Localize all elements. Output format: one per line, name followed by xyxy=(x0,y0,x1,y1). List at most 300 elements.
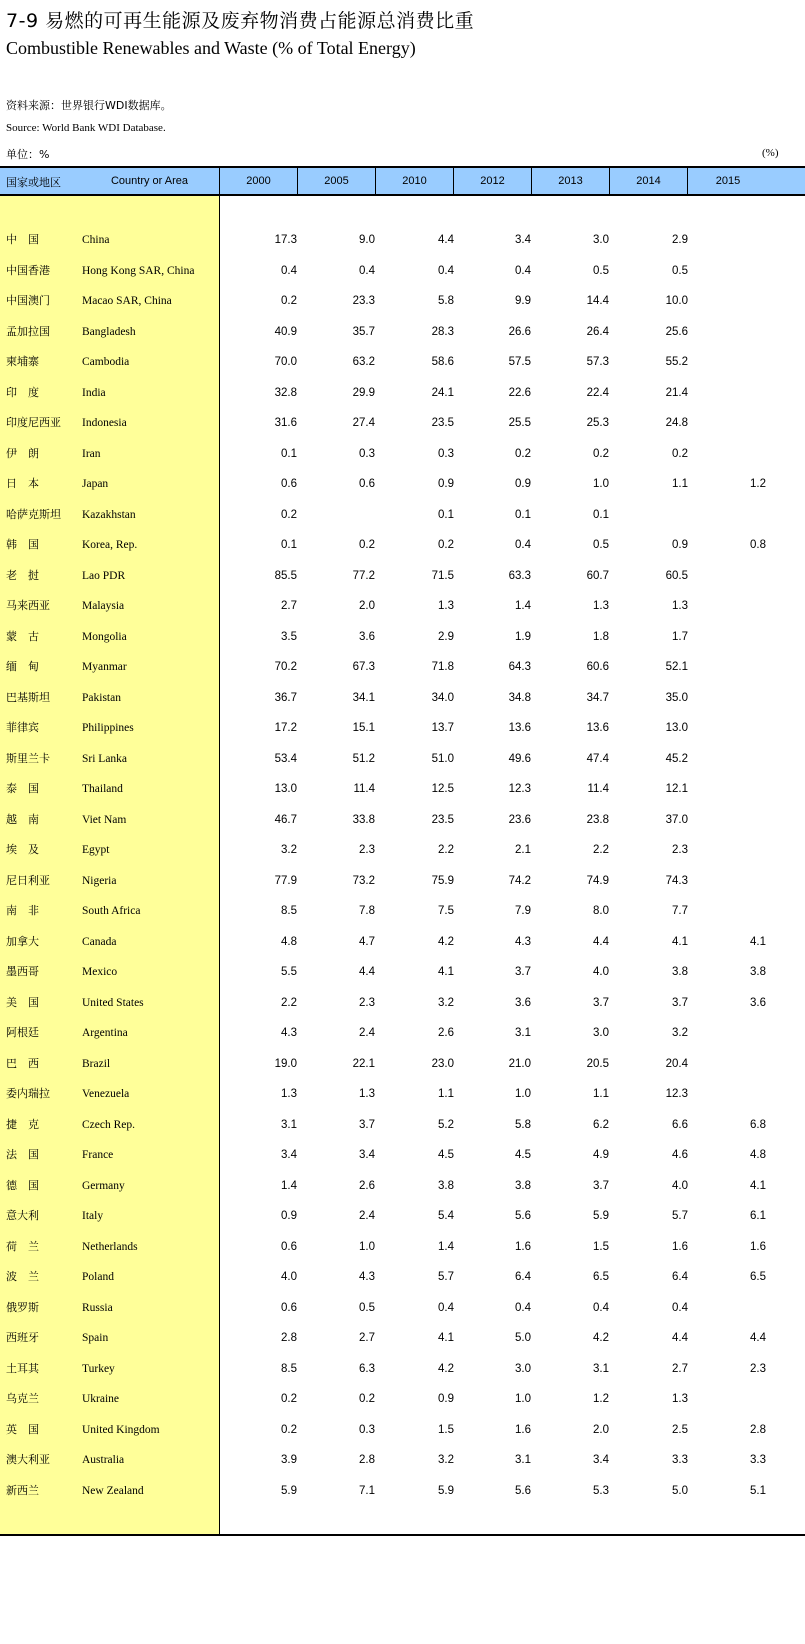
value-cell-2005: 9.0 xyxy=(359,234,375,246)
country-name-cn: 法 国 xyxy=(6,1148,39,1161)
value-cell-2012: 3.4 xyxy=(515,234,531,246)
value-cell-2013: 1.5 xyxy=(593,1240,609,1253)
header-year-2013: 2013 xyxy=(532,168,610,194)
value-cell-2000: 0.2 xyxy=(281,1423,297,1436)
value-cell-2014: 13.0 xyxy=(665,722,688,734)
country-name-en: Hong Kong SAR, China xyxy=(82,264,195,277)
value-cell-2010: 5.2 xyxy=(438,1118,454,1131)
value-cell-2014: 21.4 xyxy=(665,386,688,399)
country-name-en: Indonesia xyxy=(82,417,127,429)
value-cell-2010: 5.8 xyxy=(438,295,454,307)
country-name-cn: 德 国 xyxy=(6,1178,39,1192)
unit-label-right: (%) xyxy=(762,147,779,159)
country-name-en: Poland xyxy=(82,1271,114,1283)
value-cell-2010: 34.0 xyxy=(431,691,454,704)
country-name-en: Malaysia xyxy=(82,600,125,612)
value-cell-2010: 0.9 xyxy=(438,478,454,490)
country-name-cn: 尼日利亚 xyxy=(6,873,50,887)
value-cell-2000: 70.0 xyxy=(274,356,297,368)
value-cell-2014: 1.3 xyxy=(672,1393,688,1405)
value-cell-2012: 4.5 xyxy=(515,1149,531,1161)
value-cell-2000: 3.4 xyxy=(281,1149,297,1161)
value-cell-2010: 4.2 xyxy=(438,935,454,948)
value-cell-2014: 12.3 xyxy=(665,1088,688,1100)
table-row xyxy=(0,866,805,896)
value-cell-2012: 1.0 xyxy=(515,1088,531,1100)
table-title-cn: 7-9 易燃的可再生能源及废弃物消费占能源总消费比重 xyxy=(6,10,475,32)
country-name-en: New Zealand xyxy=(82,1484,144,1497)
table-header xyxy=(0,166,805,196)
table-row xyxy=(0,1445,805,1475)
value-cell-2013: 26.4 xyxy=(586,325,609,338)
value-cell-2012: 5.6 xyxy=(515,1484,531,1497)
table-row xyxy=(0,896,805,926)
table-row xyxy=(0,1049,805,1079)
value-cell-2013: 0.5 xyxy=(593,539,609,551)
value-cell-2013: 22.4 xyxy=(586,386,609,399)
table-row xyxy=(0,1110,805,1140)
value-cell-2012: 23.6 xyxy=(508,813,531,826)
value-cell-2005: 23.3 xyxy=(352,295,375,307)
header-country-cn: 国家或地区 xyxy=(6,176,61,189)
country-name-en: Canada xyxy=(82,935,117,948)
value-cell-2013: 13.6 xyxy=(586,722,609,734)
value-cell-2000: 40.9 xyxy=(274,325,297,338)
value-cell-2014: 12.1 xyxy=(665,783,688,795)
country-name-en: Italy xyxy=(82,1210,104,1222)
value-cell-2014: 60.5 xyxy=(665,569,688,582)
value-cell-2012: 13.6 xyxy=(508,722,531,734)
value-cell-2000: 77.9 xyxy=(274,874,297,887)
country-name-cn: 加拿大 xyxy=(6,934,39,948)
value-cell-2000: 1.3 xyxy=(281,1088,297,1100)
value-cell-2005: 1.0 xyxy=(359,1240,375,1253)
table-row xyxy=(0,1201,805,1231)
country-name-cn: 波 兰 xyxy=(6,1270,39,1283)
country-name-en: Viet Nam xyxy=(82,813,127,826)
value-cell-2012: 7.9 xyxy=(515,905,531,917)
value-cell-2014: 6.6 xyxy=(672,1118,688,1131)
country-name-en: Macao SAR, China xyxy=(82,295,172,307)
country-name-cn: 乌克兰 xyxy=(6,1392,39,1405)
country-name-en: Czech Rep. xyxy=(82,1118,136,1131)
value-cell-2015: 6.5 xyxy=(750,1271,766,1283)
value-cell-2005: 0.2 xyxy=(359,1393,375,1405)
value-cell-2010: 75.9 xyxy=(431,874,454,887)
country-name-en: Sri Lanka xyxy=(82,752,128,765)
value-cell-2013: 1.8 xyxy=(593,630,609,643)
value-cell-2010: 5.9 xyxy=(438,1484,454,1497)
table-row xyxy=(0,317,805,347)
value-cell-2014: 35.0 xyxy=(665,691,688,704)
country-name-en: Germany xyxy=(82,1179,125,1192)
country-name-en: Nigeria xyxy=(82,874,117,887)
country-name-en: Argentina xyxy=(82,1027,128,1039)
value-cell-2015: 6.1 xyxy=(750,1210,766,1222)
value-cell-2000: 4.0 xyxy=(281,1271,297,1283)
value-cell-2014: 20.4 xyxy=(665,1057,688,1070)
value-cell-2005: 33.8 xyxy=(352,813,375,826)
value-cell-2000: 3.9 xyxy=(281,1454,297,1466)
value-cell-2015: 6.8 xyxy=(750,1118,766,1131)
value-cell-2014: 1.3 xyxy=(672,600,688,612)
value-cell-2012: 74.2 xyxy=(508,874,531,887)
value-cell-2010: 13.7 xyxy=(431,722,454,734)
table-row xyxy=(0,561,805,591)
country-name-cn: 荷 兰 xyxy=(6,1239,39,1253)
value-cell-2005: 35.7 xyxy=(352,325,375,338)
value-cell-2005: 11.4 xyxy=(353,783,375,795)
country-name-en: Mongolia xyxy=(82,630,127,643)
value-cell-2013: 74.9 xyxy=(586,874,609,887)
value-cell-2013: 34.7 xyxy=(586,691,609,704)
value-cell-2014: 52.1 xyxy=(665,661,688,673)
source-note-cn: 资料来源：世界银行WDI数据库。 xyxy=(6,99,172,112)
value-cell-2015: 4.1 xyxy=(750,1179,766,1192)
value-cell-2000: 32.8 xyxy=(274,386,297,399)
value-cell-2012: 64.3 xyxy=(508,661,531,673)
value-cell-2014: 4.6 xyxy=(672,1149,688,1161)
country-name-en: Iran xyxy=(82,447,101,460)
value-cell-2014: 4.1 xyxy=(672,935,688,948)
header-year-2015: 2015 xyxy=(715,175,741,187)
value-cell-2015: 1.2 xyxy=(750,478,766,490)
table-row xyxy=(0,835,805,865)
table-row xyxy=(0,530,805,560)
value-cell-2013: 0.1 xyxy=(593,508,609,521)
value-cell-2015: 5.1 xyxy=(750,1484,766,1497)
country-name-cn: 澳大利亚 xyxy=(6,1453,50,1466)
country-name-en: South Africa xyxy=(82,905,141,917)
value-cell-2005: 73.2 xyxy=(352,874,375,887)
value-cell-2014: 0.4 xyxy=(672,1301,688,1314)
country-name-cn: 孟加拉国 xyxy=(6,324,50,338)
value-cell-2012: 22.6 xyxy=(508,386,531,399)
value-cell-2013: 25.3 xyxy=(586,417,609,429)
value-cell-2000: 0.4 xyxy=(281,264,297,277)
country-name-en: Myanmar xyxy=(82,661,127,673)
table-row xyxy=(0,1262,805,1292)
value-cell-2005: 0.3 xyxy=(359,1423,375,1436)
value-cell-2015: 4.8 xyxy=(750,1149,766,1161)
table-row xyxy=(0,1476,805,1506)
table-row xyxy=(0,347,805,377)
value-cell-2012: 3.1 xyxy=(515,1454,531,1466)
header-year-2000: 2000 xyxy=(220,168,298,194)
country-name-en: India xyxy=(82,386,106,399)
country-name-en: Pakistan xyxy=(82,691,121,704)
table-row xyxy=(0,805,805,835)
value-cell-2005: 4.4 xyxy=(359,966,375,978)
value-cell-2013: 3.4 xyxy=(593,1454,609,1466)
table-row xyxy=(0,927,805,957)
value-cell-2000: 17.2 xyxy=(274,722,297,734)
country-name-cn: 柬埔寨 xyxy=(6,355,39,368)
value-cell-2005: 0.4 xyxy=(359,264,375,277)
table-row xyxy=(0,1384,805,1414)
country-name-cn: 斯里兰卡 xyxy=(6,751,50,765)
value-cell-2013: 0.4 xyxy=(593,1301,609,1314)
value-cell-2012: 3.1 xyxy=(515,1027,531,1039)
value-cell-2013: 5.9 xyxy=(593,1210,609,1222)
value-cell-2013: 23.8 xyxy=(586,813,609,826)
value-cell-2012: 0.4 xyxy=(515,264,531,277)
value-cell-2013: 1.3 xyxy=(593,600,609,612)
value-cell-2013: 0.5 xyxy=(593,264,609,277)
country-name-cn: 印度尼西亚 xyxy=(6,416,61,429)
value-cell-2014: 5.0 xyxy=(672,1484,688,1497)
value-cell-2013: 4.4 xyxy=(593,935,609,948)
value-cell-2000: 4.8 xyxy=(281,935,297,948)
value-cell-2013: 4.2 xyxy=(593,1332,609,1344)
value-cell-2005: 2.6 xyxy=(359,1179,375,1192)
country-name-cn: 新西兰 xyxy=(6,1483,39,1497)
value-cell-2000: 0.6 xyxy=(281,1240,297,1253)
value-cell-2014: 1.7 xyxy=(672,630,688,643)
value-cell-2012: 25.5 xyxy=(508,417,531,429)
country-name-cn: 越 南 xyxy=(6,812,39,826)
value-cell-2014: 74.3 xyxy=(665,874,688,887)
value-cell-2005: 0.5 xyxy=(359,1301,375,1314)
country-name-cn: 俄罗斯 xyxy=(6,1300,39,1314)
country-name-cn: 西班牙 xyxy=(6,1331,39,1344)
value-cell-2005: 77.2 xyxy=(352,569,375,582)
value-cell-2013: 5.3 xyxy=(593,1484,609,1497)
country-name-en: Egypt xyxy=(82,844,110,856)
value-cell-2012: 21.0 xyxy=(508,1057,531,1070)
country-name-en: Netherlands xyxy=(82,1240,138,1253)
value-cell-2014: 2.9 xyxy=(672,234,688,246)
value-cell-2000: 0.6 xyxy=(281,478,297,490)
country-name-cn: 哈萨克斯坦 xyxy=(6,507,61,521)
value-cell-2005: 7.8 xyxy=(359,905,375,917)
value-cell-2005: 1.3 xyxy=(359,1088,375,1100)
table-row xyxy=(0,713,805,743)
value-cell-2012: 12.3 xyxy=(508,783,531,795)
value-cell-2014: 2.7 xyxy=(672,1362,688,1375)
value-cell-2014: 3.3 xyxy=(672,1454,688,1466)
country-name-cn: 伊 朗 xyxy=(6,446,39,460)
value-cell-2012: 0.9 xyxy=(515,478,531,490)
country-name-cn: 泰 国 xyxy=(6,782,39,795)
table-row xyxy=(0,378,805,408)
value-cell-2005: 3.7 xyxy=(359,1118,375,1131)
value-cell-2013: 3.1 xyxy=(593,1362,609,1375)
country-name-cn: 南 非 xyxy=(6,904,39,917)
value-cell-2012: 0.1 xyxy=(515,508,531,521)
value-cell-2005: 4.3 xyxy=(359,1271,375,1283)
value-cell-2013: 4.0 xyxy=(593,966,609,978)
country-name-en: Cambodia xyxy=(82,356,130,368)
value-cell-2013: 3.7 xyxy=(593,996,609,1009)
value-cell-2014: 1.6 xyxy=(672,1240,688,1253)
value-cell-2000: 5.9 xyxy=(281,1484,297,1497)
country-name-en: United States xyxy=(82,996,144,1009)
value-cell-2012: 3.6 xyxy=(515,996,531,1009)
value-cell-2014: 3.7 xyxy=(672,996,688,1009)
table-title-en: Combustible Renewables and Waste (% of Total Energy) xyxy=(6,38,416,58)
value-cell-2013: 6.2 xyxy=(593,1118,609,1131)
value-cell-2012: 1.6 xyxy=(515,1240,531,1253)
value-cell-2014: 5.7 xyxy=(672,1210,688,1222)
value-cell-2013: 60.6 xyxy=(586,661,609,673)
country-name-en: United Kingdom xyxy=(82,1423,160,1436)
country-name-en: Russia xyxy=(82,1301,113,1314)
value-cell-2005: 3.4 xyxy=(359,1149,375,1161)
country-name-en: Brazil xyxy=(82,1057,111,1070)
value-cell-2010: 0.2 xyxy=(438,539,454,551)
table-row xyxy=(0,774,805,804)
country-name-en: Ukraine xyxy=(82,1393,120,1405)
value-cell-2005: 27.4 xyxy=(352,417,375,429)
value-cell-2005: 15.1 xyxy=(352,722,375,734)
value-cell-2010: 3.2 xyxy=(438,1454,454,1466)
country-name-cn: 老 挝 xyxy=(6,568,39,582)
table-row xyxy=(0,591,805,621)
value-cell-2010: 24.1 xyxy=(431,386,454,399)
value-cell-2010: 2.6 xyxy=(438,1027,454,1039)
value-cell-2014: 55.2 xyxy=(665,356,688,368)
value-cell-2010: 4.1 xyxy=(438,966,454,978)
value-cell-2014: 4.0 xyxy=(672,1179,688,1192)
value-cell-2010: 1.5 xyxy=(438,1423,454,1436)
value-cell-2010: 1.3 xyxy=(438,600,454,612)
value-cell-2015: 2.3 xyxy=(750,1362,766,1375)
value-cell-2015: 0.8 xyxy=(750,539,766,551)
value-cell-2012: 57.5 xyxy=(508,356,531,368)
country-name-en: Thailand xyxy=(82,783,123,795)
value-cell-2010: 3.8 xyxy=(438,1179,454,1192)
value-cell-2010: 3.2 xyxy=(438,996,454,1009)
value-cell-2005: 3.6 xyxy=(359,630,375,643)
value-cell-2012: 2.1 xyxy=(515,844,531,856)
value-cell-2014: 0.2 xyxy=(672,447,688,460)
country-name-cn: 印 度 xyxy=(6,385,39,399)
header-country-en: Country or Area xyxy=(80,168,220,194)
value-cell-2010: 4.2 xyxy=(438,1362,454,1375)
value-cell-2005: 51.2 xyxy=(352,752,375,765)
value-cell-2013: 0.2 xyxy=(593,447,609,460)
value-cell-2000: 17.3 xyxy=(274,234,297,246)
value-cell-2012: 3.0 xyxy=(515,1362,531,1375)
value-cell-2014: 3.2 xyxy=(672,1027,688,1039)
value-cell-2012: 1.9 xyxy=(515,630,531,643)
value-cell-2013: 3.0 xyxy=(593,234,609,246)
value-cell-2015: 3.3 xyxy=(750,1454,766,1466)
value-cell-2012: 9.9 xyxy=(515,295,531,307)
country-name-cn: 捷 克 xyxy=(6,1117,39,1131)
value-cell-2015: 4.4 xyxy=(750,1332,766,1344)
country-name-cn: 韩 国 xyxy=(6,538,39,551)
value-cell-2012: 0.4 xyxy=(515,539,531,551)
value-cell-2010: 0.4 xyxy=(438,1301,454,1314)
header-year-2010: 2010 xyxy=(376,168,454,194)
source-note-en: Source: World Bank WDI Database. xyxy=(6,122,166,134)
value-cell-2013: 8.0 xyxy=(593,905,609,917)
value-cell-2005: 7.1 xyxy=(359,1484,375,1497)
value-cell-2013: 6.5 xyxy=(593,1271,609,1283)
value-cell-2012: 49.6 xyxy=(508,752,531,765)
value-cell-2005: 29.9 xyxy=(352,386,375,399)
value-cell-2010: 5.7 xyxy=(438,1271,454,1283)
value-cell-2000: 0.9 xyxy=(281,1210,297,1222)
value-cell-2000: 70.2 xyxy=(274,661,297,673)
value-cell-2010: 71.5 xyxy=(431,569,454,582)
value-cell-2005: 6.3 xyxy=(359,1362,375,1375)
country-name-en: Turkey xyxy=(82,1362,115,1375)
value-cell-2015: 3.6 xyxy=(750,996,766,1009)
country-name-en: China xyxy=(82,234,110,246)
table-row xyxy=(0,683,805,713)
value-cell-2005: 0.3 xyxy=(359,447,375,460)
country-name-cn: 巴 西 xyxy=(6,1056,39,1070)
value-cell-2013: 3.7 xyxy=(593,1179,609,1192)
country-name-cn: 马来西亚 xyxy=(6,599,50,612)
value-cell-2010: 7.5 xyxy=(438,905,454,917)
value-cell-2010: 5.4 xyxy=(438,1210,454,1222)
value-cell-2012: 1.4 xyxy=(515,600,531,612)
country-name-cn: 中 国 xyxy=(6,233,39,246)
value-cell-2000: 2.7 xyxy=(281,600,297,612)
value-cell-2010: 1.4 xyxy=(438,1240,454,1253)
value-cell-2012: 5.0 xyxy=(515,1332,531,1344)
value-cell-2014: 2.3 xyxy=(672,844,688,856)
value-cell-2012: 6.4 xyxy=(515,1271,531,1283)
country-name-cn: 美 国 xyxy=(6,995,39,1009)
country-name-cn: 日 本 xyxy=(6,477,39,490)
value-cell-2014: 7.7 xyxy=(672,905,688,917)
value-cell-2005: 2.3 xyxy=(359,844,375,856)
country-name-cn: 土耳其 xyxy=(6,1361,39,1375)
value-cell-2014: 0.9 xyxy=(672,539,688,551)
value-cell-2000: 0.1 xyxy=(281,539,297,551)
value-cell-2014: 2.5 xyxy=(672,1423,688,1436)
value-cell-2000: 3.1 xyxy=(281,1118,297,1131)
value-cell-2000: 13.0 xyxy=(274,783,297,795)
value-cell-2010: 23.0 xyxy=(431,1057,454,1070)
value-cell-2012: 3.7 xyxy=(515,966,531,978)
value-cell-2000: 2.2 xyxy=(281,996,297,1009)
header-year-2005: 2005 xyxy=(298,168,376,194)
value-cell-2005: 4.7 xyxy=(359,935,375,948)
table-row xyxy=(0,408,805,438)
country-name-cn: 巴基斯坦 xyxy=(6,690,50,704)
value-cell-2014: 3.8 xyxy=(672,966,688,978)
header-year-2014: 2014 xyxy=(610,168,688,194)
value-cell-2012: 5.8 xyxy=(515,1118,531,1131)
value-cell-2000: 1.4 xyxy=(281,1179,297,1192)
value-cell-2010: 71.8 xyxy=(431,661,454,673)
value-cell-2000: 5.5 xyxy=(281,966,297,978)
table-row xyxy=(0,622,805,652)
value-cell-2010: 4.1 xyxy=(438,1332,454,1344)
value-cell-2000: 31.6 xyxy=(274,417,297,429)
table-row xyxy=(0,1415,805,1445)
country-name-en: Spain xyxy=(82,1332,109,1344)
value-cell-2000: 19.0 xyxy=(274,1057,297,1070)
table-row xyxy=(0,439,805,469)
value-cell-2012: 3.8 xyxy=(515,1179,531,1192)
value-cell-2005: 34.1 xyxy=(352,691,375,704)
table-row xyxy=(0,256,805,286)
country-name-cn: 中国澳门 xyxy=(6,294,50,307)
country-name-en: Bangladesh xyxy=(82,325,136,338)
value-cell-2013: 2.0 xyxy=(593,1423,609,1436)
country-name-cn: 委内瑞拉 xyxy=(6,1087,50,1100)
value-cell-2005: 63.2 xyxy=(352,356,375,368)
value-cell-2012: 0.4 xyxy=(515,1301,531,1314)
value-cell-2013: 47.4 xyxy=(586,752,609,765)
